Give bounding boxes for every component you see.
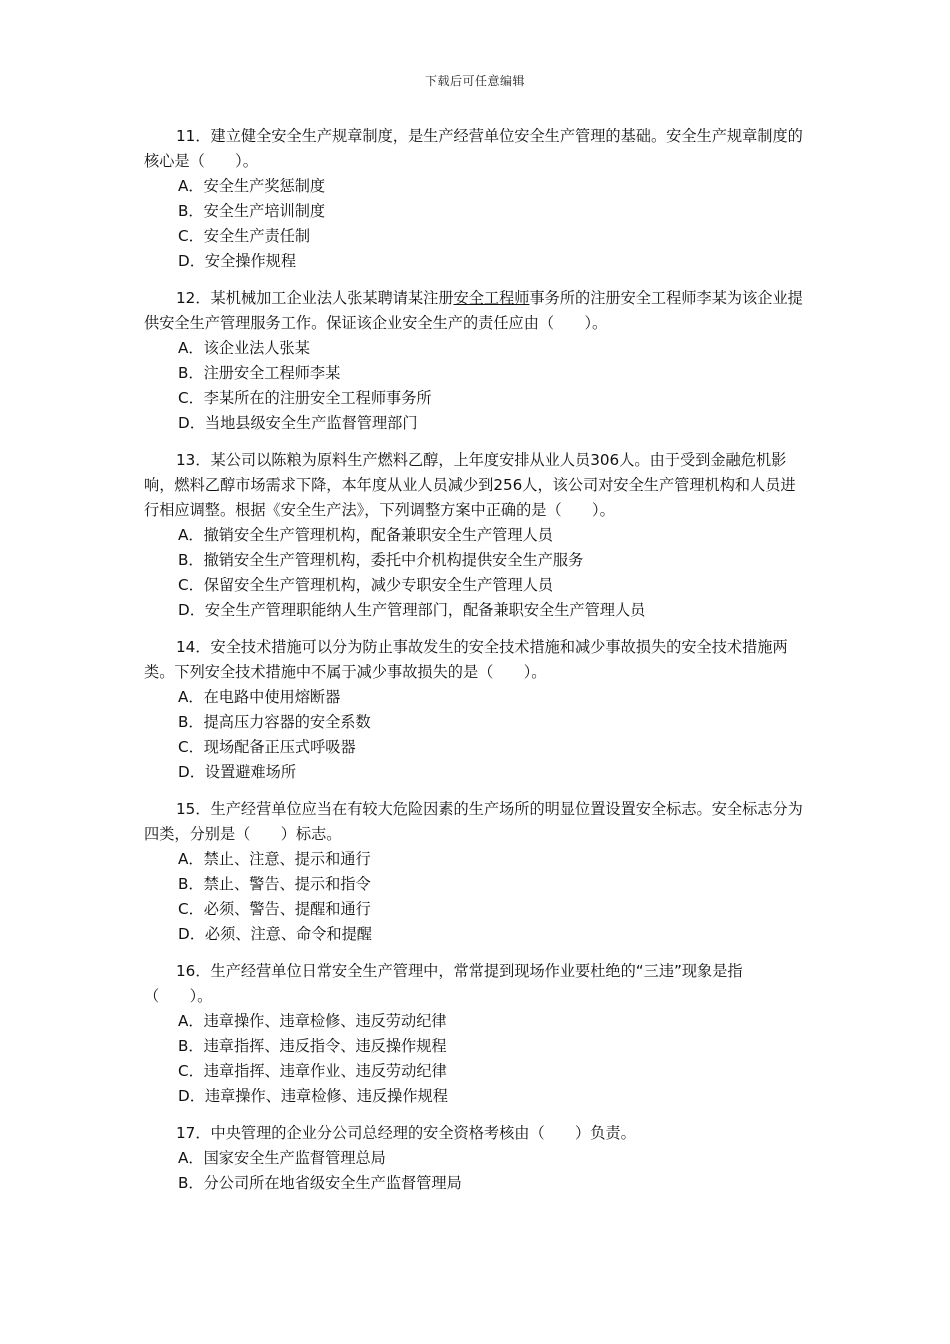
option-a: A．国家安全生产监督管理总局 [178,1149,386,1167]
page-header: 下载后可任意编辑 [424,74,525,88]
option-a: A．违章操作、违章检修、违反劳动纪律 [178,1012,447,1030]
option-b: B．安全生产培训制度 [178,202,326,220]
question-13 [144,448,808,623]
option-d: D．当地县级安全生产监督管理部门 [178,414,418,432]
question-16 [144,959,808,1109]
question-14 [144,635,808,785]
question-stem: 11．建立健全安全生产规章制度，是生产经营单位安全生产管理的基础。安全生产规章制度的核心是（ ）。 [144,127,803,170]
question-stem: 13．某公司以陈粮为原料生产燃料乙醇，上年度安排从业人员306人。由于受到金融危机影响，燃料乙醇市场需求下降，本年度从业人员减少到256人，该公司对安全生产管理机构和人员进行相应调整。根据《安全生产法》，下列调整方案中正确的是（ ）。 [144,451,796,519]
question-stem [144,286,808,336]
option-c: C．保留安全生产管理机构，减少专职安全生产管理人员 [178,576,554,594]
option-a: A．撤销安全生产管理机构，配备兼职安全生产管理人员 [178,526,553,544]
option-d: D．安全生产管理职能纳人生产管理部门，配备兼职安全生产管理人员 [178,601,646,619]
option-a: A．在电路中使用熔断器 [178,688,341,706]
option-b: B．禁止、警告、提示和指令 [178,875,371,893]
option-b: B．注册安全工程师李某 [178,364,341,382]
question-stem: 17．中央管理的企业分公司总经理的安全资格考核由（ ）负责。 [176,1124,636,1142]
question-12 [144,286,808,436]
option-d: D．违章操作、违章检修、违反操作规程 [178,1087,448,1105]
option-c: C．安全生产责任制 [178,227,311,245]
question-stem: 16．生产经营单位日常安全生产管理中，常常提到现场作业要杜绝的“三违”现象是指（ ）。 [144,962,743,1005]
option-b: B．提高压力容器的安全系数 [178,713,371,731]
option-b: B．撤销安全生产管理机构，委托中介机构提供安全生产服务 [178,551,584,569]
stem-text: 事务所的注册安全工程师李某为该企业提供安全生产管理服务工作。保证该企业安全生产的责任应由（ ）。 [144,289,803,332]
question-15 [144,797,808,947]
option-c: C．现场配备正压式呼吸器 [178,738,356,756]
safety-engineer-link[interactable]: 安全工程师 [453,289,530,307]
option-d: D．必须、注意、命令和提醒 [178,925,372,943]
question-stem: 15．生产经营单位应当在有较大危险因素的生产场所的明显位置设置安全标志。安全标志分为四类，分别是（ ）标志。 [144,800,803,843]
option-d: D．安全操作规程 [178,252,297,270]
option-b: B．违章指挥、违反指令、违反操作规程 [178,1037,447,1055]
option-a: A．禁止、注意、提示和通行 [178,850,371,868]
option-c: C．必须、警告、提醒和通行 [178,900,371,918]
document-body [144,124,808,1208]
option-d: D．设置避难场所 [178,763,297,781]
question-11 [144,124,808,274]
question-17 [144,1121,808,1196]
option-c: C．李某所在的注册安全工程师事务所 [178,389,432,407]
option-b: B．分公司所在地省级安全生产监督管理局 [178,1174,462,1192]
stem-text: 12．某机械加工企业法人张某聘请某注册 [176,289,454,307]
question-stem: 14．安全技术措施可以分为防止事故发生的安全技术措施和减少事故损失的安全技术措施两类。下列安全技术措施中不属于减少事故损失的是（ ）。 [144,638,788,681]
option-a: A．安全生产奖惩制度 [178,177,326,195]
option-c: C．违章指挥、违章作业、违反劳动纪律 [178,1062,447,1080]
option-a: A．该企业法人张某 [178,339,310,357]
